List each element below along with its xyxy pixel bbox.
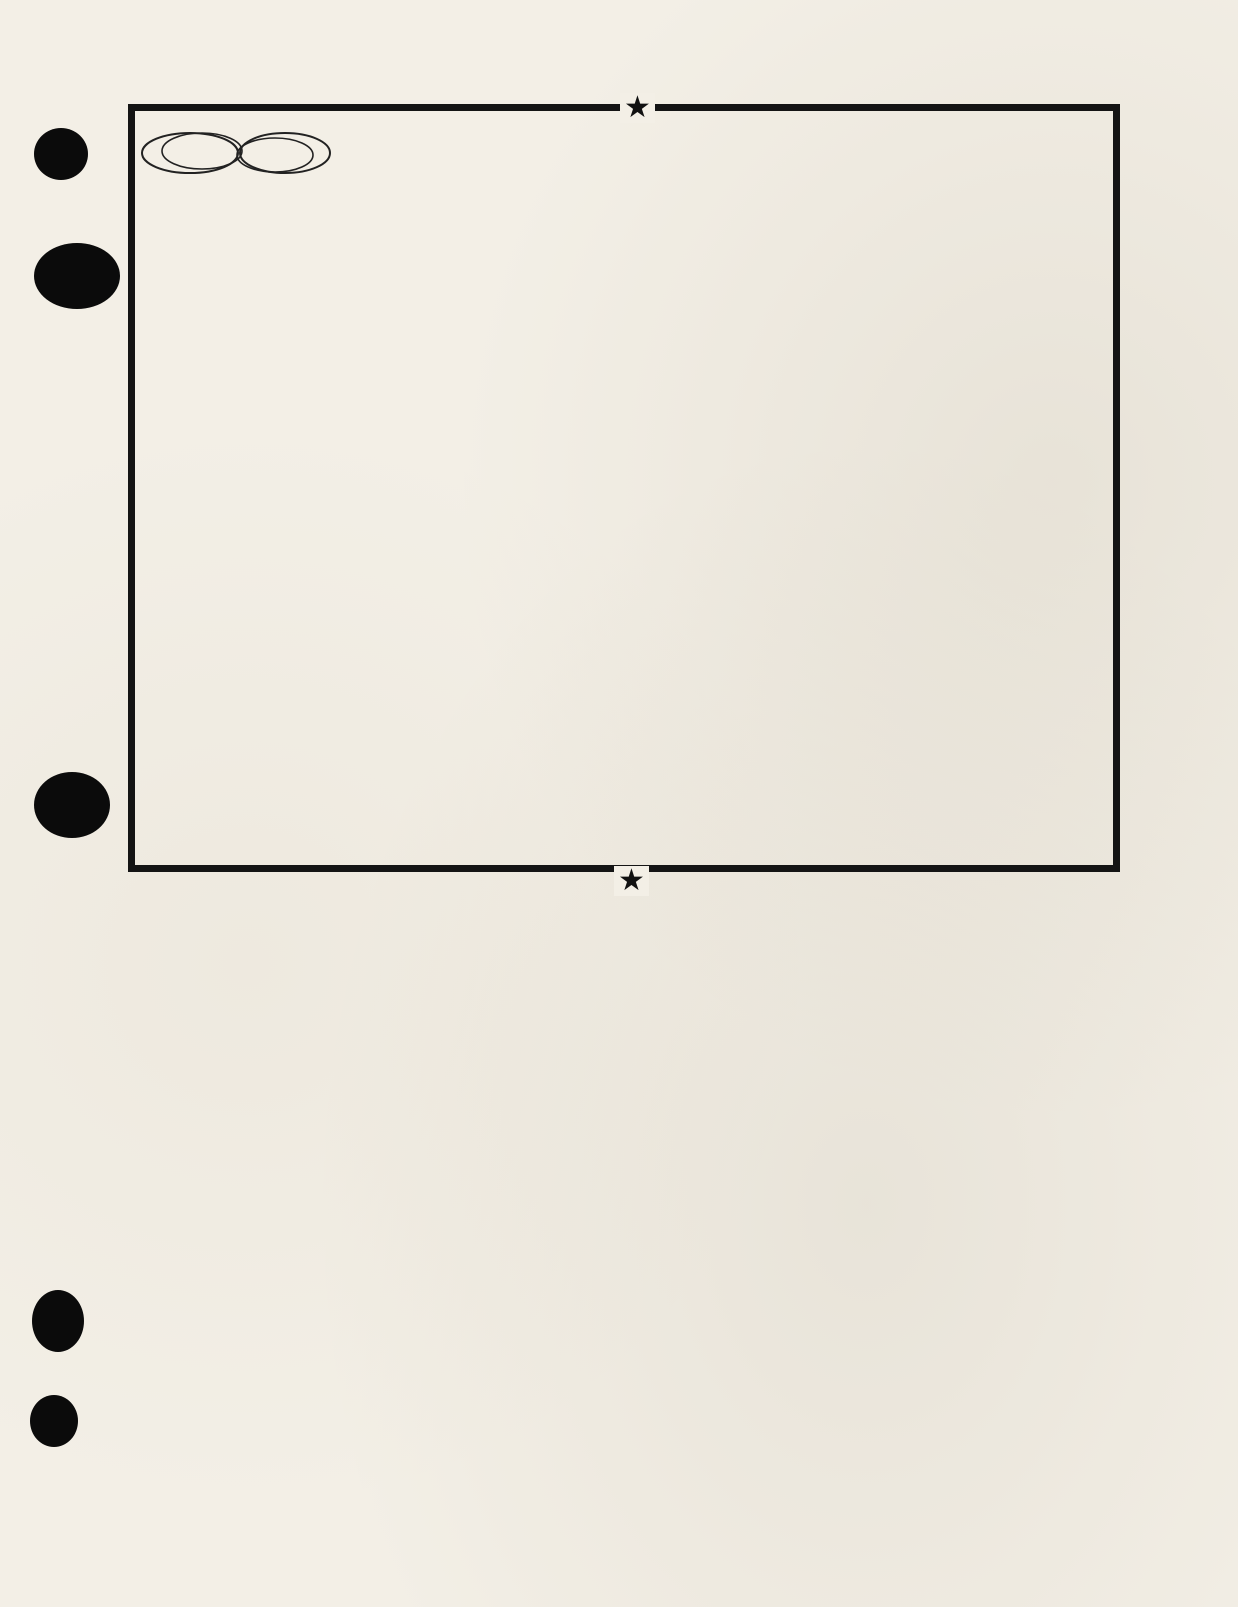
section-2-body	[178, 1129, 201, 1497]
punch-hole	[34, 772, 110, 838]
punch-hole	[30, 1395, 78, 1447]
punch-hole	[32, 1290, 84, 1352]
punch-hole	[34, 243, 120, 309]
star-icon: ★	[620, 93, 655, 123]
title-frame	[128, 104, 1120, 872]
star-icon: ★	[614, 866, 649, 896]
section-2-intro	[129, 1057, 152, 1180]
stamp-scribble	[140, 125, 340, 180]
punch-hole	[34, 128, 88, 180]
supplement-note	[180, 543, 203, 764]
section-3-intro	[129, 1318, 152, 1441]
